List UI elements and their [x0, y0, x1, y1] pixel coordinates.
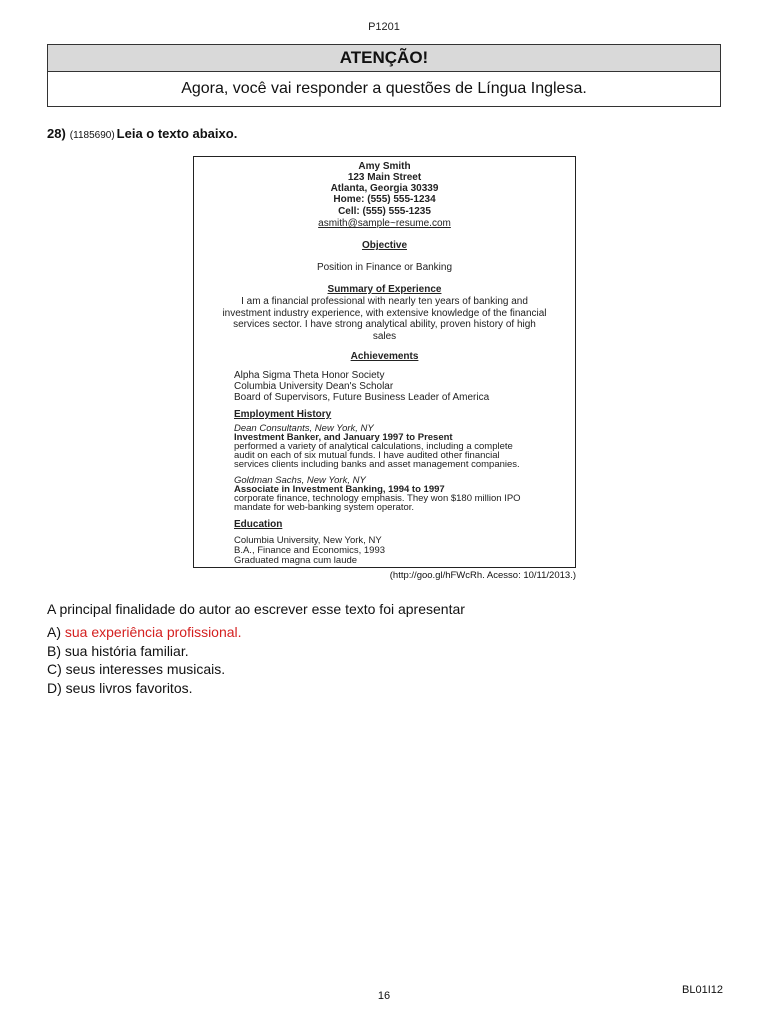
resume-name: Amy Smith — [358, 161, 411, 172]
resume-email — [194, 218, 575, 229]
footer-code: BL01I12 — [682, 984, 723, 996]
employment-heading-text: Employment History — [234, 409, 332, 420]
resume-summary-line: services sector. I have strong analytical ability, proven history of high — [233, 319, 536, 330]
resume-summary-line: sales — [372, 331, 397, 342]
resume-objective-text: Position in Finance or Banking — [316, 262, 453, 273]
option-letter: B) — [47, 643, 61, 659]
question-header — [47, 126, 237, 141]
achievements-heading-text: Achievements — [350, 351, 419, 362]
option-letter: C) — [47, 661, 62, 677]
resume-city: Atlanta, Georgia 30339 — [330, 183, 439, 194]
resume-street: 123 Main Street — [347, 172, 422, 183]
resume-job-line: mandate for web-banking system operator. — [234, 502, 415, 513]
question-number: 28) — [47, 126, 66, 141]
resume-job-company: Dean Consultants, New York, NY — [234, 423, 374, 434]
resume-education-line: Graduated magna cum laude — [234, 555, 358, 566]
objective-heading-text: Objective — [361, 240, 408, 251]
resume-achievement: Columbia University Dean's Scholar — [234, 381, 394, 392]
education-heading-text: Education — [234, 519, 283, 530]
question-instruction: Leia o texto abaixo. — [116, 126, 238, 141]
resume-achievement: Alpha Sigma Theta Honor Society — [234, 370, 385, 381]
resume-education-heading — [234, 519, 282, 530]
question-prompt: A principal finalidade do autor ao escrever esse texto foi apresentar — [47, 601, 465, 617]
resume-job-title: Investment Banker, and January 1997 to Present — [234, 432, 453, 443]
option-d[interactable] — [47, 680, 193, 696]
option-letter: D) — [47, 680, 62, 696]
resume-job-line: performed a variety of analytical calculations, including a complete — [234, 441, 513, 452]
resume-image — [193, 156, 576, 568]
exam-code: P1201 — [368, 21, 400, 33]
resume-education-line: B.A., Finance and Economics, 1993 — [234, 545, 386, 556]
resume-job-line: corporate finance, technology emphasis. They won $180 million IPO — [234, 493, 521, 504]
resume-summary-line: investment industry experience, with extensive knowledge of the financial — [222, 308, 547, 319]
resume-job-title: Associate in Investment Banking, 1994 to 1997 — [234, 484, 445, 495]
resume-achievement: Board of Supervisors, Future Business Leader of America — [234, 392, 490, 403]
summary-heading-text: Summary of Experience — [327, 284, 442, 295]
option-letter: A) — [47, 624, 61, 640]
option-text: seus livros favoritos. — [65, 680, 193, 696]
option-b[interactable] — [47, 643, 189, 659]
resume-job-line: audit on each of six mutual funds. I have audited other financial — [234, 450, 500, 461]
page-number: 16 — [377, 990, 391, 1002]
resume-summary-heading — [194, 284, 575, 295]
resume-cell-phone: Cell: (555) 555-1235 — [338, 206, 431, 217]
resume-objective-heading — [194, 240, 575, 251]
option-a[interactable] — [47, 624, 242, 640]
option-c[interactable] — [47, 661, 225, 677]
attention-box — [47, 44, 721, 107]
question-id: (1185690) — [69, 130, 115, 141]
attention-title: ATENÇÃO! — [48, 45, 720, 72]
resume-home-phone: Home: (555) 555-1234 — [333, 194, 436, 205]
option-text: sua história familiar. — [64, 643, 189, 659]
option-text: sua experiência profissional. — [64, 624, 242, 640]
resume-job-line: services clients including banks and asset management companies. — [234, 459, 520, 470]
source-citation: (http://goo.gl/hFWcRh. Acesso: 10/11/2013.) — [389, 570, 576, 581]
resume-summary-line: I am a financial professional with nearly ten years of banking and — [241, 296, 528, 307]
resume-education-line: Columbia University, New York, NY — [234, 535, 382, 546]
resume-achievements-heading — [194, 351, 575, 362]
resume-employment-heading — [234, 409, 331, 420]
resume-job-company: Goldman Sachs, New York, NY — [234, 475, 366, 486]
resume-email-text: asmith@sample~resume.com — [318, 218, 451, 229]
attention-subtitle: Agora, você vai responder a questões de Língua Inglesa. — [181, 80, 587, 97]
option-text: seus interesses musicais. — [65, 661, 226, 677]
